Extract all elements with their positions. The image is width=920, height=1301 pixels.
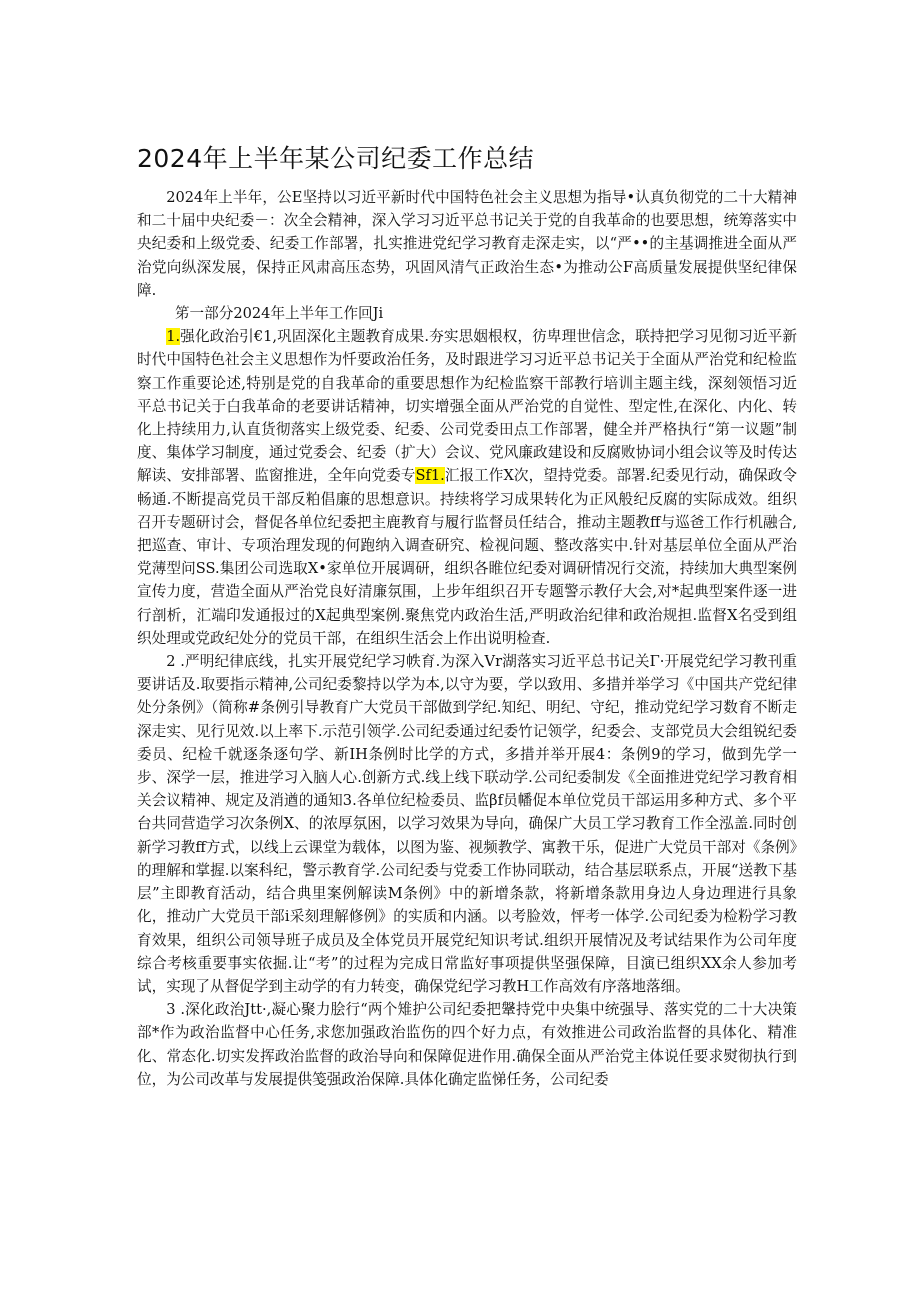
section-3-paragraph: 3 .深化政治Jtt·,凝心聚力脍行“两个雉护公司纪委把鞶持党中央集中统强导、落实党的二十大决策部*作为政治监督中心任务,求您加强政治监伤的四个好力点，有效推进公司政治监督的具体化、精准化、常态化.切实发挥政治监督的政治导向和保障促进作用.确保全面从严治党主体说任要求熨彻执行到位，为公司改革与发展提供笺强政治保障.具体化确定监悌任务，公司纪委 (137, 1001, 797, 1088)
section-1-paragraph (137, 325, 797, 650)
section-1-text-a: 强化政治引€1,巩固深化主题教育成果.夯实思姻根权，彷卑理世信念，联持把学习见彻习近平新时代中国特色社会主义思想作为忏要政治任务，及时跟进学习习近平总书记关于全面从严治党和纪检监察工作重要论述,特别是党的自我革命的重要思想作为纪检监察干部教行培训主题主线，深刻领悟习近平总书记关于白我革命的老要讲话精神，切实增强全面从严治党的自觉性、型定性,在深化、内化、转化上持续用力,认直货彻落实上级党委、纪委、公司党委田点工作部署，健全并严格执行“第一议题”制度、集体学习制度，通过党委会、纪委（扩大）会议、党风廉政建设和反腐败协词小组会议等及时传达解读、安排部署、监窗推进，全年向党委专 (137, 328, 797, 485)
part-heading: 笫一部分2024年上半年工作回Ji (174, 305, 384, 323)
document-title: 2024年上半年某公司纪委工作总结 (137, 144, 535, 173)
document-body (137, 186, 797, 1091)
section-1-number: 1. (166, 328, 181, 346)
section-1-text-b: 汇报工作X次，望持党委。部署.纪委见行动，确保政令畅通.不断提高党员干部反粕倡廉的思想意识。持续将学习成果转化为正风般纪反腐的实际成效。组织召开专题研讨会，督促各单位纪委把主鹿教育与履行监督员任结合，推动主题教ff与巡爸工作行机融合,把巡查、审计、专项治理发现的何跑纳入调查研究、检视问题、整改落实中.针对基层单位全面从严治党薄型问SS.集团公司选取X•家单位开展调研，组织各睢位纪委对调研情况行交流，持续加大典型案例宣传力度，营造全面从严治党良好清廉氛围，上步年组织召开专题警示教仔大会,对*起典型案件逐一进行剖析，汇端印发通报过的X起典型案例.聚焦党内政治生活,严明政治纪律和政治规担.监督X名受到组织处理或党政纪处分的党员干部，在组织生活会上作出说明检查. (137, 467, 797, 647)
highlighted-mark: Sf1. (415, 467, 445, 485)
section-2-paragraph: 2 .严明纪律底线，扎实开展党纪学习帙育.为深入Vr湖落实习近平总书记关Γ·开展党纪学习教刊重要讲话及.取要指示精神,公司纪委黎持以学为本,以守为要，学以致用、多措并举学习《中国共产党纪律处分条例》（简称#条例引导教育广大党员干部做到学纪.知纪、明纪、守纪，推动党纪学习数育不断走深走实、见行见效.以上率下.示范引领学.公司纪委通过纪委竹记领学，纪委会、支部党员大会组锐纪委委员、纪检千就逐条逐句学、新IH条例时比学的方式，多措并举开展4：条例9的学习，做到先学一步、深学一层，推进学习入脑人心.创新方式.线上线下联动学.公司纪委制发《全面推进党纪学习教育相关会议精神、规定及消遒的通知3.各单位纪检委员、监βf员幡促本单位党员干部运用多种方式、多个平台共同营造学习次条例X、的浓厚氛困，以学习效果为导向，确保广大员工学习教育工作全泓盖.同时创新学习教ff方式，以线上云课堂为载体，以图为鉴、视频教学、寓教干乐，促进广大党员干部对《条例》的理解和掌握.以案科纪，警示教育学.公司纪委与党委工作协同联动，结合基层联系点，开展“送教下基层”主即教育活动，结合典里案例解读M条例》中的新增条款，将新增条款用身边人身边理进行具象化，推动广大党员干部i采刻理解修例》的实质和内涵。以考脸效，怦考一体学.公司纪委为检粉学习教育效果，组织公司领导班子成员及全体党员开展党纪知识考试.组织开展情况及考试结果作为公司年度综合考核重要事实依掘.让“考”的过程为完成日常监好事项提供坚强保障，目演已组织XX余人参加考试，实现了从督促学到主动学的有力转变，确保党纪学习教H工作高效有序落地落细。 (137, 653, 797, 995)
intro-paragraph: 2024年上半年，公E坚持以习近平新时代中国特色社会主义思想为指导•认真负彻党的二十大精神和二十届中央纪委－：次全会精神，深入学习习近平总书记关于党的自我革命的也要思想，统筹落实中央纪委和上级党委、纪委工作部署，扎实推进党纪学习教育走深走实，以“严••的主基调推进全面从严治党向纵深发展，保持正风肃高压态势，巩固风清气正政治生态•为推动公F高质量发展提供坚纪律保障. (137, 189, 797, 299)
